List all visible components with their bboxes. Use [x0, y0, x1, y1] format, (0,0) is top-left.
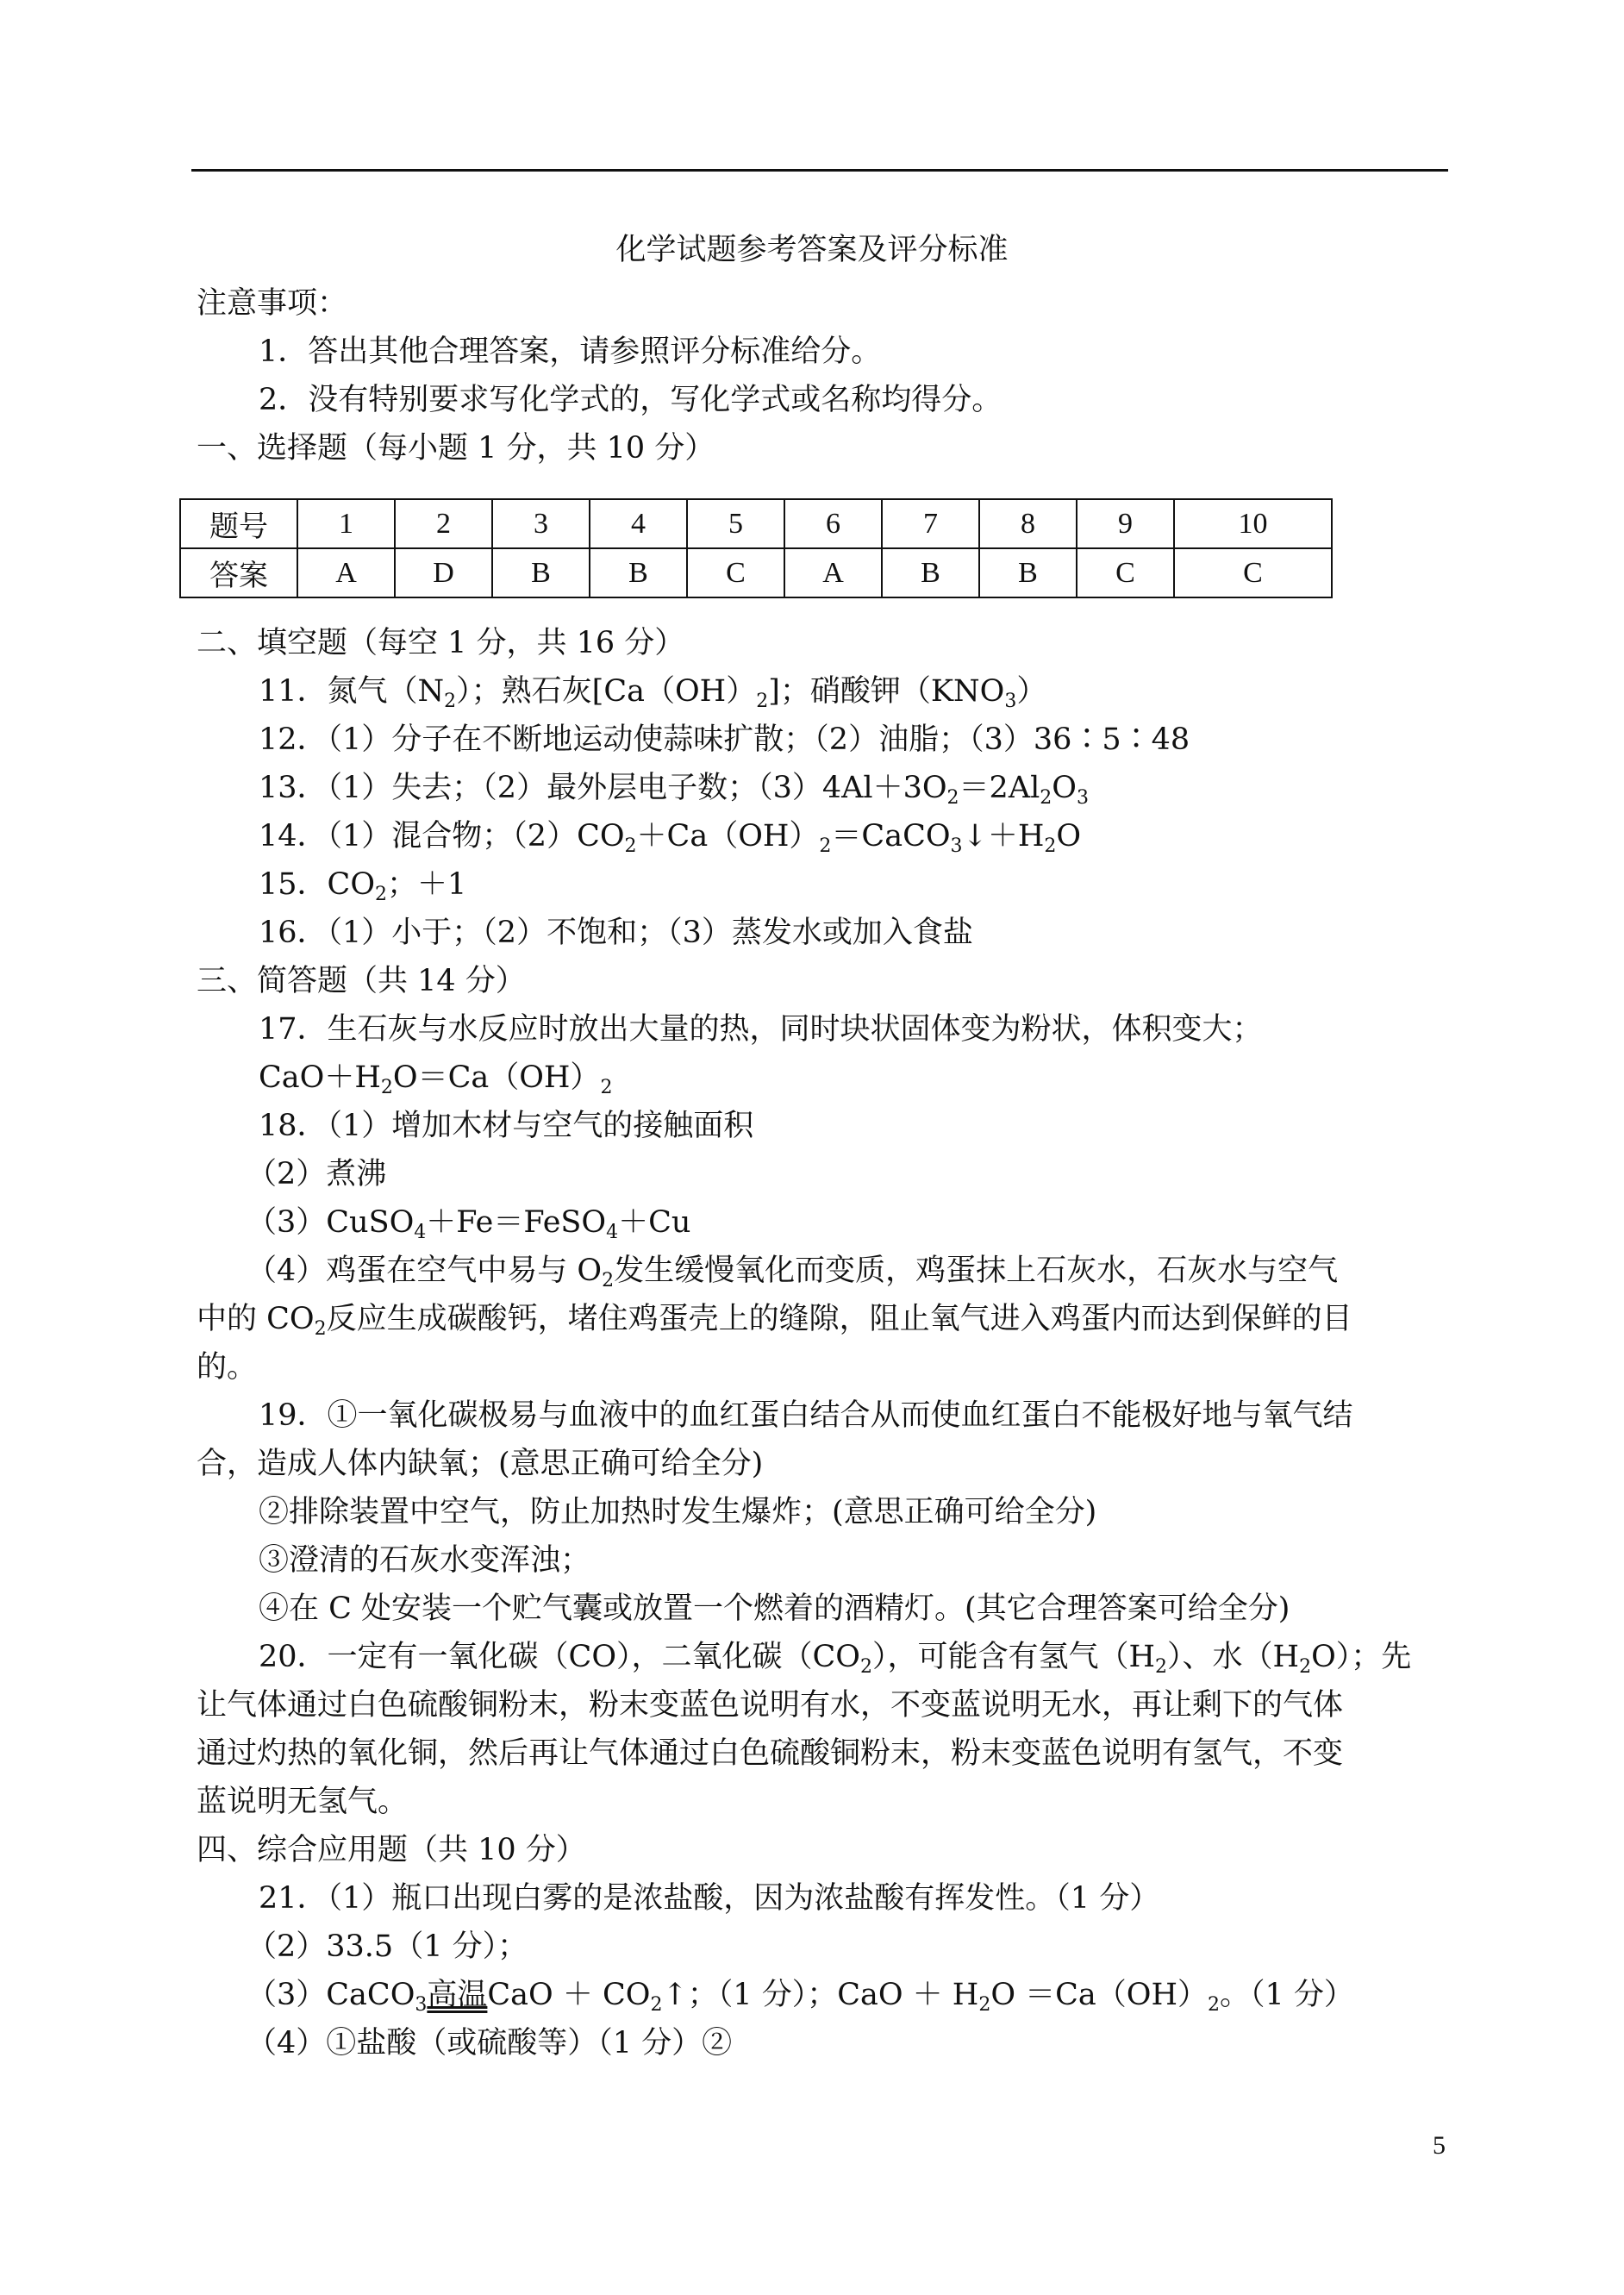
answer-20-line-1: 20．一定有一氧化碳（CO），二氧化碳$(CO_2)$，可能含有氢气$(H_2)$、水$(H_2O)$；先 [259, 1640, 1412, 1678]
answer-12: 12．（1）分子在不断地运动使蒜味扩散；（2）油脂；（3）36∶5∶48 [259, 722, 1190, 757]
cell-answer: C [687, 548, 784, 597]
answer-20-line-2: 让气体通过白色硫酸铜粉末，粉末变蓝色说明有水，不变蓝说明无水，再让剩下的气体 [197, 1688, 1344, 1723]
answer-18-4-line-1: （4）鸡蛋在空气中易与 $O_2$发生缓慢氧化而变质，鸡蛋抹上石灰水，石灰水与空气 [247, 1254, 1339, 1291]
cell-answer: A [297, 548, 395, 597]
cell-number: 3 [492, 499, 590, 548]
section-2-heading: 二、填空题（每空 1 分，共 16 分） [197, 626, 685, 660]
cell-number: 9 [1077, 499, 1174, 548]
cell-number: 5 [687, 499, 784, 548]
section-3-heading: 三、简答题（共 14 分） [197, 964, 526, 998]
answer-13: 13．（1）失去；（2）最外层电子数；$(3)4Al+3O_2=2Al_2O_3$ [259, 771, 1089, 809]
cell-answer: C [1174, 548, 1332, 597]
answer-19-line-3: ②排除装置中空气，防止加热时发生爆炸；(意思正确可给全分) [259, 1495, 1097, 1529]
row-label-answer: 答案 [180, 548, 297, 597]
answer-21-3: （3）CaCO$_3$高温CaO ＋ $CO_2↑$；（1 分）；CaO ＋ $H_2O =Ca(OH)_2$。（1 分） [247, 1978, 1354, 2016]
answer-20-line-4: 蓝说明无氢气。 [197, 1785, 409, 1819]
answer-18-4-line-3: 的。 [197, 1350, 258, 1385]
answer-18-3: （3）CuSO$_4$＋Fe＝FeSO$_4$＋Cu [247, 1205, 691, 1243]
page-number: 5 [1433, 2131, 1446, 2160]
answer-19-line-5: ④在 C 处安装一个贮气囊或放置一个燃着的酒精灯。(其它合理答案可给全分) [259, 1591, 1290, 1626]
answer-16: 16．（1）小于；（2）不饱和；（3）蒸发水或加入食盐 [259, 916, 973, 950]
notes-heading: 注意事项： [197, 286, 348, 321]
note-1: 1．答出其他合理答案，请参照评分标准给分。 [259, 335, 882, 369]
answer-17-line-2: $CaO+H_2O=Ca(OH)_2$ [259, 1060, 613, 1098]
answer-19-line-2: 合，造成人体内缺氧；(意思正确可给全分) [197, 1447, 764, 1481]
page-title: 化学试题参考答案及评分标准 [615, 233, 1009, 267]
section-1-heading: 一、选择题（每小题 1 分，共 10 分） [197, 431, 715, 466]
cell-answer: B [492, 548, 590, 597]
answer-14: 14．（1）混合物；$(2)CO_2+Ca(OH)_2=CaCO_3↓+H_2O$ [259, 819, 1082, 857]
cell-answer: C [1077, 548, 1174, 597]
cell-number: 4 [590, 499, 687, 548]
section-4-heading: 四、综合应用题（共 10 分） [197, 1833, 586, 1867]
answer-21-4: （4）①盐酸（或硫酸等）（1 分）② [247, 2026, 733, 2060]
cell-answer: D [395, 548, 492, 597]
cell-number: 10 [1174, 499, 1332, 548]
cell-answer: A [784, 548, 882, 597]
cell-answer: B [590, 548, 687, 597]
answer-18-1: 18．（1）增加木材与空气的接触面积 [259, 1109, 754, 1143]
answer-20-line-3: 通过灼热的氧化铜，然后再让气体通过白色硫酸铜粉末，粉末变蓝色说明有氢气，不变 [197, 1736, 1344, 1771]
answer-18-4-line-2: 中的 $CO_2$反应生成碳酸钙，堵住鸡蛋壳上的缝隙，阻止氧气进入鸡蛋内而达到保鲜的目 [197, 1302, 1352, 1340]
cell-answer: B [979, 548, 1077, 597]
cell-answer: B [882, 548, 979, 597]
reaction-condition: 高温 [427, 1978, 488, 2012]
cell-number: 2 [395, 499, 492, 548]
answer-18-2: （2）煮沸 [247, 1157, 387, 1191]
answer-21-2: （2）33.5（1 分）； [247, 1929, 528, 1964]
answer-17-line-1: 17．生石灰与水反应时放出大量的热，同时块状固体变为粉状，体积变大； [259, 1012, 1263, 1047]
answer-21-1: 21．（1）瓶口出现白雾的是浓盐酸，因为浓盐酸有挥发性。（1 分） [259, 1881, 1160, 1916]
cell-number: 6 [784, 499, 882, 548]
note-2: 2．没有特别要求写化学式的，写化学式或名称均得分。 [259, 383, 1003, 417]
answer-19-line-1: 19．①一氧化碳极易与血液中的血红蛋白结合从而使血红蛋白不能极好地与氧气结 [259, 1398, 1353, 1433]
row-label-number: 题号 [180, 499, 297, 548]
answer-table [179, 498, 1333, 598]
answer-19-line-4: ③澄清的石灰水变浑浊； [259, 1543, 591, 1578]
cell-number: 1 [297, 499, 395, 548]
header-rule [191, 169, 1448, 172]
answer-15: 15．$CO_2$；＋1 [259, 867, 467, 905]
answer-11: 11．氮气$(N_2)$；熟石灰$[Ca(OH)_2]$；硝酸钾$(KNO_3)$ [259, 674, 1047, 712]
table-row-answers [180, 548, 1332, 597]
table-row-numbers [180, 499, 1332, 548]
cell-number: 8 [979, 499, 1077, 548]
cell-number: 7 [882, 499, 979, 548]
